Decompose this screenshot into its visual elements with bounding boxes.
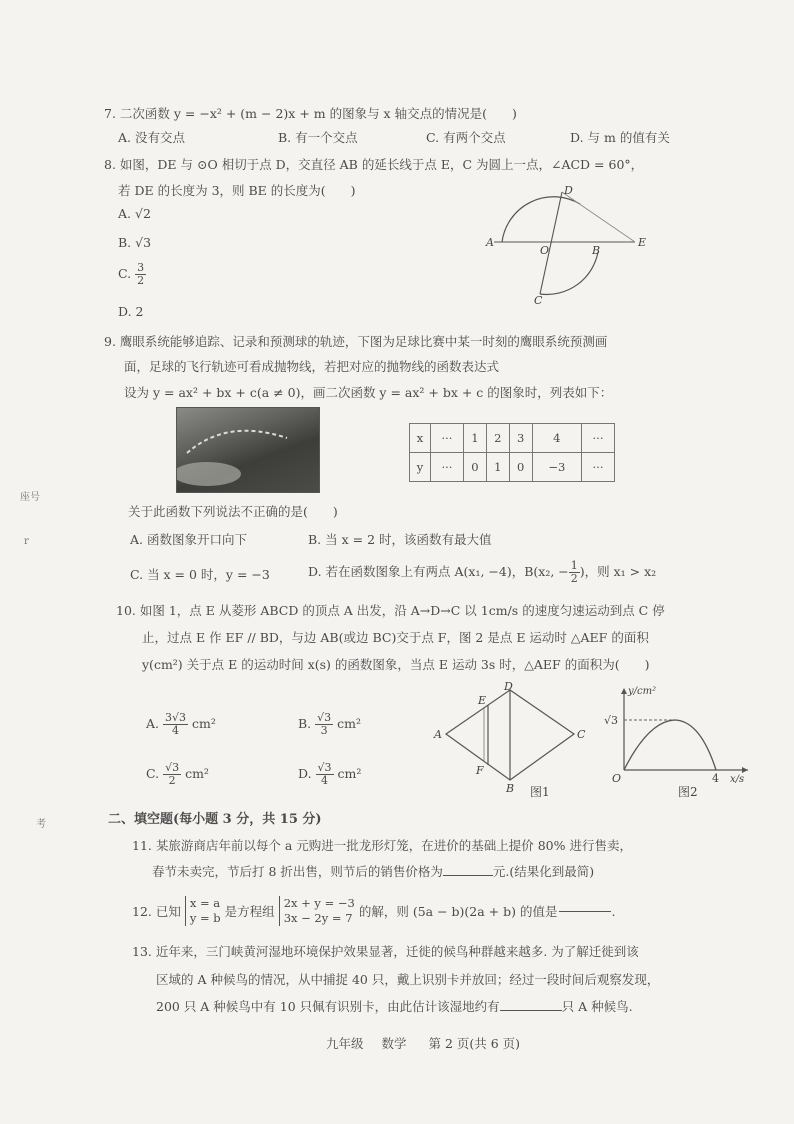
footer-grade: 九年级 [326,1036,364,1051]
q10-fig2-label-o: O [612,772,622,785]
q13-answer-blank[interactable] [500,1010,562,1011]
q12-system2-eq1: 2x + y = −3 [283,896,355,910]
q8-label-o: O [540,244,550,257]
q10-fig2-label-4: 4 [712,772,719,785]
q7-stem: 7. 二次函数 y = −x² + (m − 2)x + m 的图象与 x 轴交点的情况是( ) [104,106,517,121]
q8-option-d: D. 2 [118,304,144,319]
q10-fig2-label-y: y/cm² [628,686,657,697]
q7-option-d: D. 与 m 的值有关 [570,130,670,145]
q10-stem-line3: y(cm²) 关于点 E 的运动时间 x(s) 的函数图象，当点 E 运动 3s 时，△AEF 的面积为( ) [142,657,650,672]
margin-note-exam: 考 [36,819,46,830]
q10-fig2-label-sqrt3: √3 [604,714,619,727]
q10-option-b-numerator: √3 [317,711,332,724]
q8-stem-line2: 若 DE 的长度为 3，则 BE 的长度为( ) [118,183,356,198]
q9-value-table [409,423,615,482]
q10-fig1-label-c: C [577,728,586,741]
q8-stem-line1: 8. 如图，DE 与 ⊙O 相切于点 D，交直径 AB 的延长线于点 E，C 为圆上一点，∠ACD = 60°， [104,157,644,172]
table-row [410,424,615,453]
q10-option-a-unit: cm² [192,716,216,731]
q8-label-b: B [592,244,601,257]
q10-graph-y-arrow [621,688,627,694]
q10-option-a-numerator: 3√3 [165,711,187,724]
q10-fig2-label-x: x/s [730,774,745,785]
footer-subject: 数学 [381,1036,407,1051]
q9-option-a: A. 函数图象开口向下 [130,532,247,547]
q10-graph-curve [624,720,716,770]
q8-option-b: B. √3 [118,235,152,250]
q10-option-c-denominator: 2 [168,774,176,787]
q9-option-d-pre: D. 若在函数图象上有两点 A(x₁, −4)，B(x₂, − [308,564,569,579]
q8-circle-figure [480,182,660,306]
table-cell: ··· [431,453,464,482]
q9-stem-line2: 面，足球的飞行轨迹可看成抛物线，若把对应的抛物线的函数表达式 [124,359,500,374]
q8-label-e: E [638,236,647,249]
q10-stem-line2: 止，过点 E 作 EF // BD，与边 AB(或边 BC)交于点 F，图 2 是点 E 运动时 △AEF 的面积 [142,630,649,645]
q10-graph-x-arrow [742,767,748,773]
hawk-eye-pitch-spot [177,462,241,486]
q10-fig1-label-a: A [434,728,442,741]
q10-fig1-label-d: D [504,682,513,693]
table-cell: 0 [463,453,486,482]
footer-page-number: 第 2 页(共 6 页) [428,1036,521,1051]
q10-option-b-label: B. [298,716,312,731]
q12-system1 [185,896,221,926]
q10-option-a-label: A. [146,716,160,731]
q12-system2 [279,896,355,926]
q8-arc-lower [540,252,598,294]
q10-option-a-fraction [163,712,188,737]
table-cell: y [410,453,431,482]
margin-note-mark: r [24,536,29,547]
q11-line2-pre: 春节未卖完，节后打 8 折出售，则节后的销售价格为 [152,864,443,879]
q10-option-c-label: C. [146,766,160,781]
hawk-eye-trajectory [177,408,319,492]
margin-note-seat: 座号 [20,492,40,503]
q12-system1-eq2: y = b [189,911,221,925]
q8-option-c [118,262,146,287]
table-cell: ··· [582,453,615,482]
q7-option-c: C. 有两个交点 [426,130,506,145]
q12-post: 的解，则 (5a − b)(2a + b) 的值是 [358,904,558,919]
q10-fig1-label-f: F [476,764,484,777]
q10-option-d [298,762,361,787]
q10-stem-line1: 10. 如图 1，点 E 从菱形 ABCD 的顶点 A 出发，沿 A→D→C 以 1cm/s 的速度匀速运动到点 C 停 [116,603,665,618]
q10-option-a [146,712,216,737]
q10-option-d-label: D. [298,766,312,781]
table-cell: ··· [431,424,464,453]
q7-option-b: B. 有一个交点 [278,130,358,145]
q8-option-c-denominator: 2 [137,274,145,287]
q12-system2-eq2: 3x − 2y = 7 [283,911,353,925]
table-cell: 0 [509,453,532,482]
q10-option-b-fraction [315,712,333,737]
q11-answer-blank[interactable] [443,875,493,876]
table-cell: 4 [532,424,581,453]
q10-option-d-unit: cm² [337,766,362,781]
q9-option-d [308,560,656,585]
q8-line-dc [540,192,562,294]
hawk-eye-photo [176,407,320,493]
q10-option-a-denominator: 4 [172,724,179,737]
q10-option-c-unit: cm² [185,766,209,781]
q10-option-d-numerator: √3 [317,761,332,774]
q9-option-d-post: )，则 x₁ > x₂ [579,564,657,579]
section-fill-in-title: 二、填空题(每小题 3 分，共 15 分) [108,812,322,827]
q8-label-c: C [534,294,543,306]
q10-option-c-numerator: √3 [165,761,180,774]
q9-stem-line1: 9. 鹰眼系统能够追踪、记录和预测球的轨迹，下图为足球比赛中某一时刻的鹰眼系统预测画 [104,334,608,349]
q10-option-b-denominator: 3 [320,724,328,737]
q10-option-d-fraction [316,762,334,787]
q8-option-c-numerator: 3 [137,261,145,274]
q10-fig1-caption: 图1 [530,785,550,799]
q11-line1: 11. 某旅游商店年前以每个 a 元购进一批龙形灯笼，在进价的基础上提价 80% 进行售卖， [132,838,632,853]
q8-option-c-fraction [135,262,146,287]
q10-option-c-fraction [163,762,181,787]
q10-fig1-label-e: E [478,694,487,707]
q12-mid: 是方程组 [224,904,275,919]
q13-line3-post: 只 A 种候鸟. [561,999,633,1014]
table-row [410,453,615,482]
q12-answer-blank[interactable] [559,911,611,912]
q10-figure1-rhombus [432,682,592,802]
q8-line-de [562,192,635,242]
q10-fig1-label-b: B [506,782,515,795]
footer [326,1034,520,1052]
table-cell: 1 [463,424,486,453]
q9-option-b: B. 当 x = 2 时，该函数有最大值 [308,532,492,547]
q9-stem-line3: 设为 y = ax² + bx + c(a ≠ 0)，画二次函数 y = ax² + bx + c 的图象时，列表如下： [124,385,613,400]
q12-pre: 12. 已知 [132,904,181,919]
q10-option-b [298,712,361,737]
q11-line2 [152,862,594,880]
table-cell: 2 [486,424,509,453]
q7-option-a: A. 没有交点 [118,130,185,145]
q12-end: . [611,903,616,919]
q9-option-d-denominator: 2 [570,572,578,585]
q9-ask: 关于此函数下列说法不正确的是( ) [128,504,338,519]
table-cell: ··· [582,424,615,453]
q9-option-d-fraction [569,560,580,585]
q10-option-c [146,762,209,787]
q10-fig2-caption: 图2 [678,785,698,799]
hawk-eye-arc [187,431,287,453]
q8-arc-upper [502,197,580,242]
q9-option-c: C. 当 x = 0 时，y = −3 [130,567,270,582]
q11-line2-post: 元.(结果化到最简) [492,864,595,879]
q8-option-c-label: C. [118,266,132,281]
q13-line3 [156,997,633,1015]
q8-label-a: A [486,236,494,249]
table-cell: 3 [509,424,532,453]
q13-line1: 13. 近年来，三门峡黄河湿地环境保护效果显著，迁徙的候鸟种群越来越多. 为了解迁徙到该 [132,944,639,959]
q13-line3-pre: 200 只 A 种候鸟中有 10 只佩有识别卡，由此估计该湿地约有 [156,999,500,1014]
q10-figure2-graph [602,682,752,802]
table-cell: 1 [486,453,509,482]
q9-option-d-numerator: 1 [570,559,578,572]
q12-line [132,896,615,926]
table-cell: −3 [532,453,581,482]
q10-option-d-denominator: 4 [321,774,329,787]
q12-system1-eq1: x = a [189,896,221,910]
q13-line2: 区域的 A 种候鸟的情况，从中捕捉 40 只，戴上识别卡并放回；经过一段时间后观察发现， [156,972,660,987]
q10-option-b-unit: cm² [337,716,362,731]
q8-label-d: D [564,184,573,197]
table-cell: x [410,424,431,453]
q8-option-a: A. √2 [118,206,151,221]
